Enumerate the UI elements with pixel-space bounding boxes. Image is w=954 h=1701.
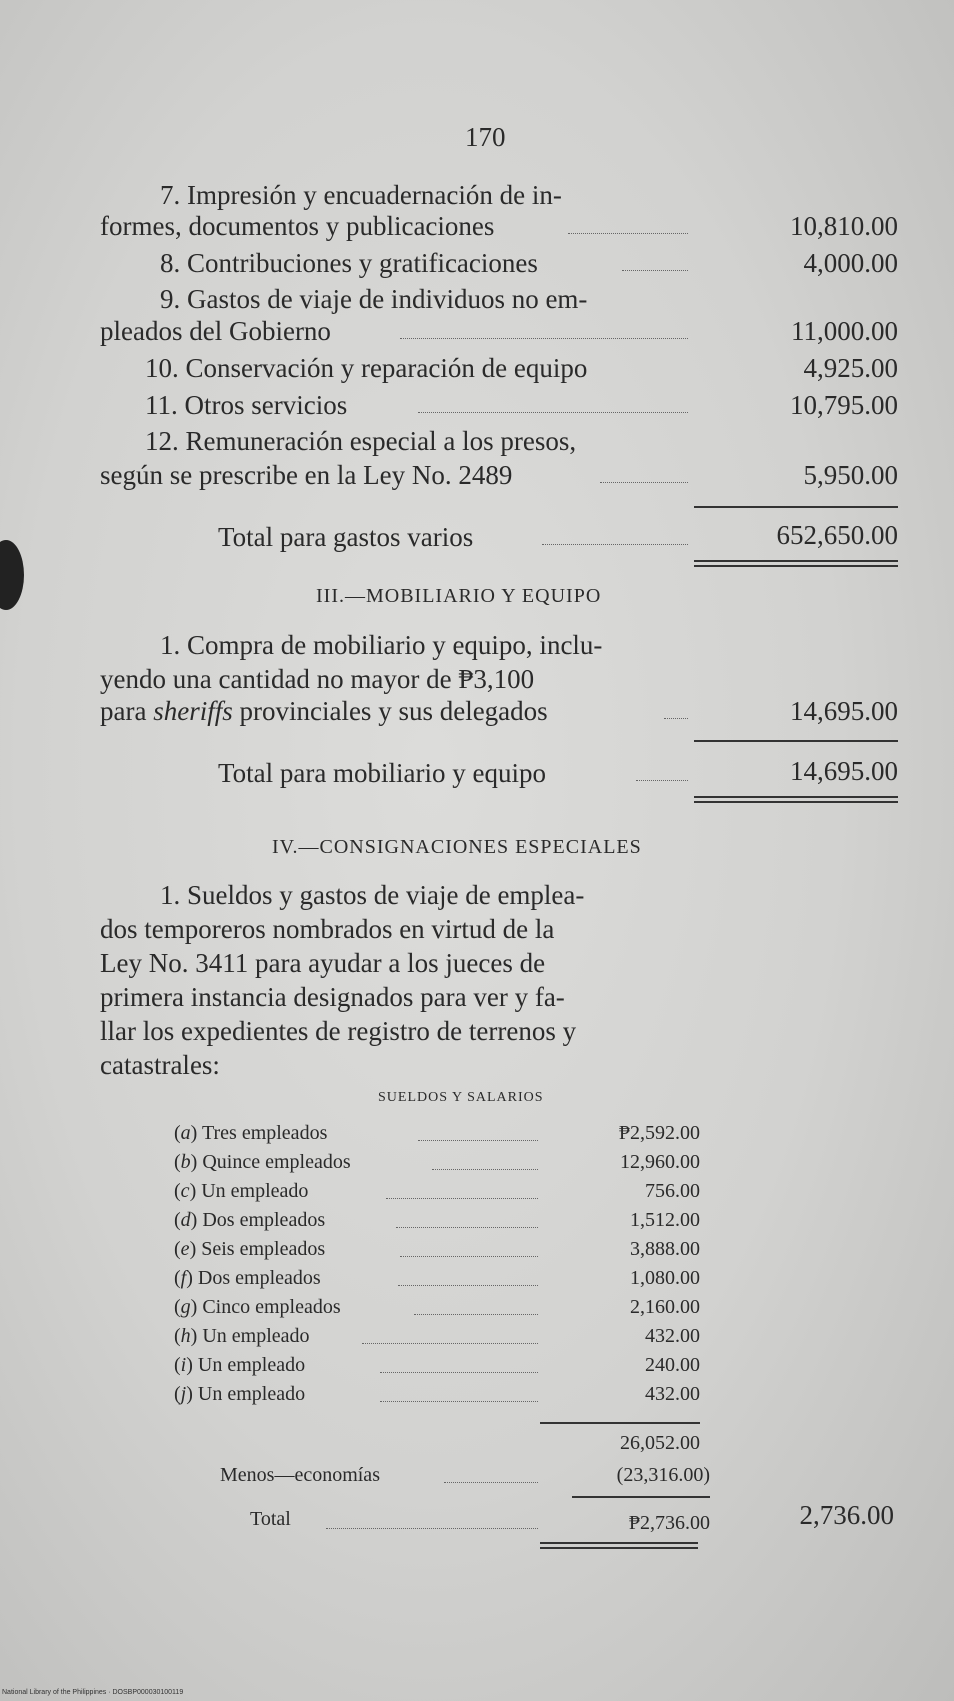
row-label: Un empleado xyxy=(201,1180,309,1202)
row-letter: b xyxy=(180,1151,191,1173)
leader-dots xyxy=(400,1256,538,1257)
item-12-amount: 5,950.00 xyxy=(803,460,898,490)
leader-dots xyxy=(380,1372,538,1373)
section-3-item-line-2: yendo una cantidad no mayor de ₱3,100 xyxy=(100,664,535,694)
row-label: Un empleado xyxy=(197,1383,306,1405)
section-3-item-line-3 xyxy=(100,696,548,727)
line-prefix: para xyxy=(100,696,154,726)
line-suffix: provinciales y sus delegados xyxy=(232,696,548,726)
item-9-line-2: pleados del Gobierno xyxy=(100,316,331,346)
rule-line xyxy=(694,740,898,742)
rule-line xyxy=(694,506,898,508)
ink-blot xyxy=(0,540,24,610)
page-number: 170 xyxy=(465,122,506,152)
leader-dots xyxy=(380,1401,538,1402)
sheriffs-italic: sheriffs xyxy=(153,696,233,726)
leader-dots xyxy=(418,412,688,413)
item-10-amount: 4,925.00 xyxy=(803,353,898,383)
salary-amount-d: 1,512.00 xyxy=(630,1209,700,1231)
row-letter: g xyxy=(180,1296,191,1318)
section-4-heading: IV.—CONSIGNACIONES ESPECIALES xyxy=(272,836,642,858)
section-4-paragraph-line-4: primera instancia designados para ver y fa- xyxy=(100,982,565,1012)
total-gastos-label: Total para gastos varios xyxy=(218,522,474,552)
row-letter: e xyxy=(180,1238,190,1260)
menos-amount: (23,316.00) xyxy=(616,1464,710,1486)
leader-dots xyxy=(398,1285,538,1286)
section-4-total-label: Total xyxy=(250,1508,291,1530)
row-label: Quince empleados xyxy=(202,1151,351,1173)
salary-row-j: (j) Un empleado xyxy=(174,1383,306,1405)
leader-dots xyxy=(396,1227,538,1228)
salary-amount-i: 240.00 xyxy=(645,1354,700,1376)
leader-dots xyxy=(414,1314,538,1315)
row-label: Un empleado xyxy=(202,1325,310,1347)
salary-row-i: (i) Un empleado xyxy=(174,1354,306,1376)
item-9-line-1: 9. Gastos de viaje de individuos no em- xyxy=(160,284,588,314)
section-4-paragraph-line-3: Ley No. 3411 para ayudar a los jueces de xyxy=(100,948,546,978)
leader-dots xyxy=(362,1343,538,1344)
leader-dots xyxy=(432,1169,538,1170)
leader-dots xyxy=(636,780,688,781)
section-3-total-amount: 14,695.00 xyxy=(790,756,898,786)
row-label: Seis empleados xyxy=(201,1238,326,1260)
leader-dots xyxy=(386,1198,538,1199)
item-12-line-2: según se prescribe en la Ley No. 2489 xyxy=(100,460,513,490)
salaries-subheading: SUELDOS Y SALARIOS xyxy=(378,1090,544,1105)
item-7-line-2: formes, documentos y publicaciones xyxy=(100,211,495,241)
salary-amount-f: 1,080.00 xyxy=(630,1267,700,1289)
salary-amount-h: 432.00 xyxy=(645,1325,700,1347)
item-8-line-1: 8. Contribuciones y gratificaciones xyxy=(160,248,538,278)
section-4-total-right: 2,736.00 xyxy=(799,1500,894,1530)
leader-dots xyxy=(326,1528,538,1529)
double-rule xyxy=(694,796,898,803)
total-gastos-amount: 652,650.00 xyxy=(776,520,898,550)
leader-dots xyxy=(600,482,688,483)
row-label: Dos empleados xyxy=(197,1267,321,1289)
salary-amount-e: 3,888.00 xyxy=(630,1238,700,1260)
item-11-line-1: 11. Otros servicios xyxy=(145,390,348,420)
salary-amount-a: ₱2,592.00 xyxy=(618,1122,700,1144)
item-7-line-1: 7. Impresión y encuadernación de in- xyxy=(160,180,562,210)
row-label: Tres empleados xyxy=(201,1122,328,1144)
salary-row-f: (f) Dos empleados xyxy=(174,1267,321,1289)
row-letter: f xyxy=(180,1267,187,1289)
salary-row-d: (d) Dos empleados xyxy=(174,1209,326,1231)
row-letter: a xyxy=(180,1122,191,1144)
section-3-heading: III.—MOBILIARIO Y EQUIPO xyxy=(316,585,602,607)
row-letter: h xyxy=(180,1325,191,1347)
row-label: Dos empleados xyxy=(202,1209,326,1231)
salary-amount-b: 12,960.00 xyxy=(620,1151,700,1173)
salary-row-c: (c) Un empleado xyxy=(174,1180,309,1202)
item-7-amount: 10,810.00 xyxy=(790,211,898,241)
section-3-total-label: Total para mobiliario y equipo xyxy=(218,758,547,788)
salary-amount-g: 2,160.00 xyxy=(630,1296,700,1318)
salary-row-b: (b) Quince empleados xyxy=(174,1151,351,1173)
section-4-paragraph-line-1: 1. Sueldos y gastos de viaje de emplea- xyxy=(160,880,585,910)
item-8-amount: 4,000.00 xyxy=(803,248,898,278)
leader-dots xyxy=(400,338,688,339)
row-label: Un empleado xyxy=(197,1354,306,1376)
leader-dots xyxy=(418,1140,538,1141)
item-10-line-1: 10. Conservación y reparación de equipo xyxy=(145,353,588,383)
section-3-item-line-1: 1. Compra de mobiliario y equipo, inclu- xyxy=(160,630,603,660)
salary-row-g: (g) Cinco empleados xyxy=(174,1296,341,1318)
item-12-line-1: 12. Remuneración especial a los presos, xyxy=(145,426,577,456)
section-4-paragraph-line-2: dos temporeros nombrados en virtud de la xyxy=(100,914,555,944)
leader-dots xyxy=(622,270,688,271)
row-label: Cinco empleados xyxy=(202,1296,341,1318)
section-3-item-amount: 14,695.00 xyxy=(790,696,898,726)
row-letter: d xyxy=(180,1209,191,1231)
double-rule xyxy=(694,560,898,567)
salary-row-e: (e) Seis empleados xyxy=(174,1238,326,1260)
footer-archive-label: National Library of the Philippines · DOSBP000030100119 xyxy=(2,1689,184,1696)
salary-amount-j: 432.00 xyxy=(645,1383,700,1405)
leader-dots xyxy=(664,718,688,719)
rule-line xyxy=(540,1422,700,1424)
row-letter: j xyxy=(180,1383,187,1405)
leader-dots xyxy=(444,1482,538,1483)
rule-line xyxy=(572,1496,710,1498)
menos-label: Menos—economías xyxy=(220,1464,380,1486)
row-letter: c xyxy=(180,1180,190,1202)
section-4-total-amount: ₱2,736.00 xyxy=(628,1512,710,1534)
double-rule xyxy=(540,1542,698,1549)
leader-dots xyxy=(542,544,688,545)
salary-row-a: (a) Tres empleados xyxy=(174,1122,328,1144)
salary-amount-c: 756.00 xyxy=(645,1180,700,1202)
item-9-amount: 11,000.00 xyxy=(791,316,898,346)
salaries-subtotal: 26,052.00 xyxy=(620,1432,700,1454)
item-11-amount: 10,795.00 xyxy=(790,390,898,420)
leader-dots xyxy=(568,233,688,234)
salary-row-h: (h) Un empleado xyxy=(174,1325,310,1347)
section-4-paragraph-line-6: catastrales: xyxy=(100,1050,220,1080)
row-letter: i xyxy=(180,1354,187,1376)
section-4-paragraph-line-5: llar los expedientes de registro de terrenos y xyxy=(100,1016,577,1046)
